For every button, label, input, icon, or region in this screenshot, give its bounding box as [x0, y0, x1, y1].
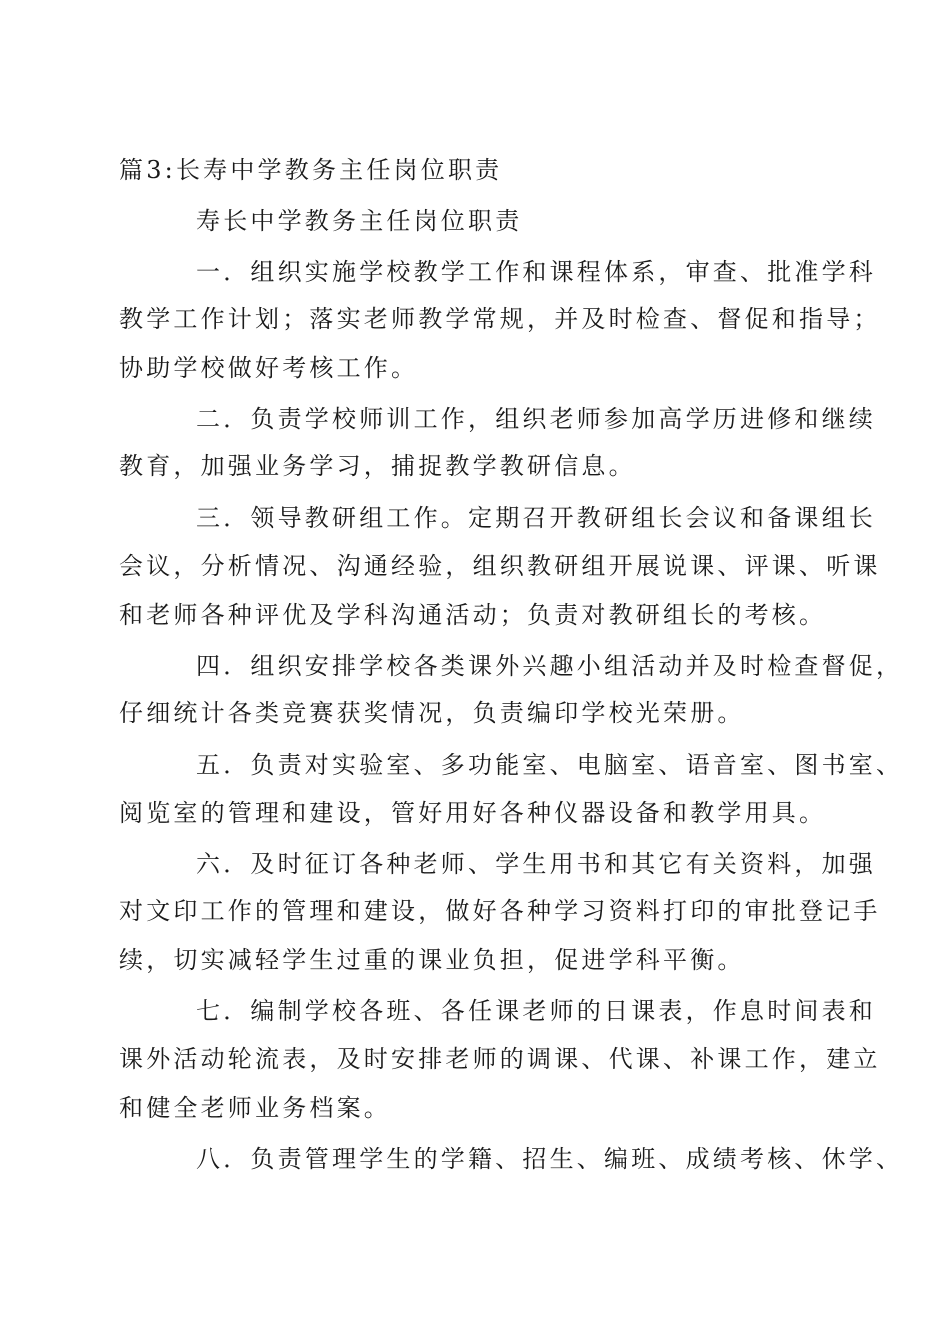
paragraph-7-line-2: 课外活动轮流表，及时安排老师的调课、代课、补课工作，建立 — [119, 1045, 881, 1073]
paragraph-8-line-1: 八．负责管理学生的学籍、招生、编班、成绩考核、休学、 — [196, 1145, 904, 1173]
paragraph-2-line-1: 二．负责学校师训工作，组织老师参加高学历进修和继续 — [196, 405, 876, 433]
paragraph-5-line-2: 阅览室的管理和建设，管好用好各种仪器设备和教学用具。 — [119, 799, 827, 827]
paragraph-2-line-2: 教育，加强业务学习，捕捉教学教研信息。 — [119, 452, 636, 480]
paragraph-3-line-1: 三．领导教研组工作。定期召开教研组长会议和备课组长 — [196, 504, 876, 532]
paragraph-7-line-1: 七．编制学校各班、各任课老师的日课表，作息时间表和 — [196, 997, 876, 1025]
paragraph-3-line-3: 和老师各种评优及学科沟通活动；负责对教研组长的考核。 — [119, 601, 827, 629]
paragraph-4-line-2: 仔细统计各类竞赛获奖情况，负责编印学校光荣册。 — [119, 699, 745, 727]
paragraph-5-line-1: 五．负责对实验室、多功能室、电脑室、语音室、图书室、 — [196, 751, 904, 779]
section-heading: 篇3:长寿中学教务主任岗位职责 — [119, 156, 503, 184]
paragraph-6-line-1: 六．及时征订各种老师、学生用书和其它有关资料，加强 — [196, 850, 876, 878]
paragraph-1-line-2: 教学工作计划；落实老师教学常规，并及时检查、督促和指导； — [119, 305, 881, 333]
paragraph-6-line-3: 续，切实减轻学生过重的课业负担，促进学科平衡。 — [119, 946, 745, 974]
paragraph-4-line-1: 四．组织安排学校各类课外兴趣小组活动并及时检查督促， — [196, 652, 904, 680]
paragraph-6-line-2: 对文印工作的管理和建设，做好各种学习资料打印的审批登记手 — [119, 897, 881, 925]
paragraph-1-line-1: 一．组织实施学校教学工作和课程体系，审查、批准学科 — [196, 258, 876, 286]
paragraph-1-line-3: 协助学校做好考核工作。 — [119, 354, 419, 382]
paragraph-7-line-3: 和健全老师业务档案。 — [119, 1094, 391, 1122]
document-title: 寿长中学教务主任岗位职责 — [196, 207, 523, 235]
paragraph-3-line-2: 会议，分析情况、沟通经验，组织教研组开展说课、评课、听课 — [119, 552, 881, 580]
